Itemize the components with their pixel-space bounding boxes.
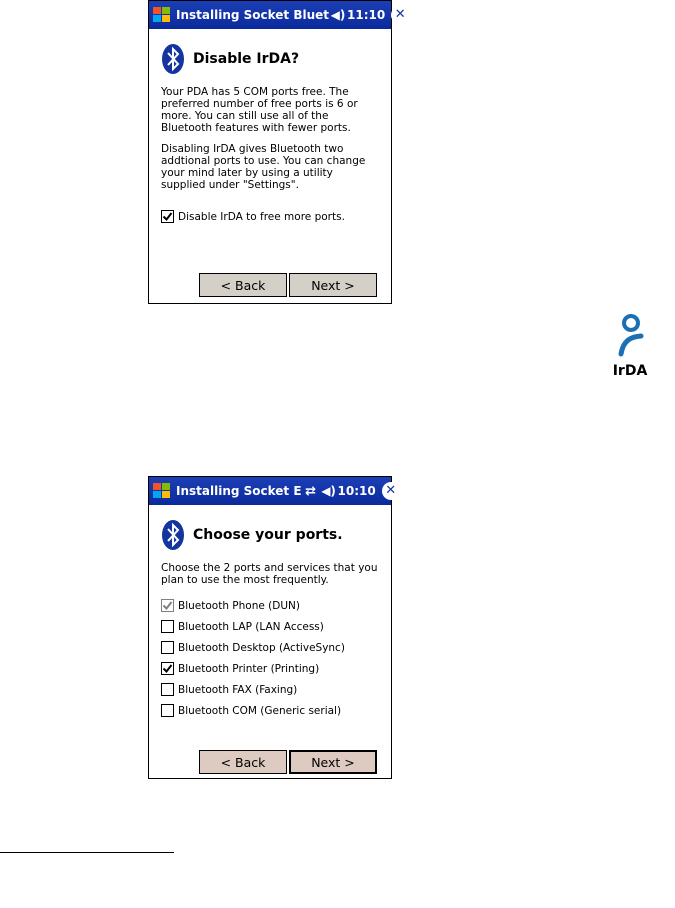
port-options-list xyxy=(161,595,379,721)
title-bar xyxy=(149,477,397,505)
checkmark-icon xyxy=(162,600,173,611)
port-option-lap[interactable] xyxy=(161,616,379,637)
windows-start-icon[interactable] xyxy=(151,481,173,501)
info-paragraph-2: Disabling IrDA gives Bluetooth two addtional ports to use. You can change your mind later by using a utility supplied under "Settings". xyxy=(161,143,366,191)
desktop-checkbox[interactable] xyxy=(161,641,174,654)
info-paragraph: Choose the 2 ports and services that you plan to use the most frequently. xyxy=(161,562,378,586)
footnote-divider xyxy=(0,852,174,853)
irda-logo-text: IrDA xyxy=(612,363,648,379)
lap-checkbox[interactable] xyxy=(161,620,174,633)
phone-checkbox[interactable] xyxy=(161,599,174,612)
printer-checkbox[interactable] xyxy=(161,662,174,675)
choose-ports-window xyxy=(148,476,397,779)
sync-icon[interactable]: ⇄ xyxy=(305,483,316,499)
title-bar xyxy=(149,1,406,29)
disable-irda-window xyxy=(148,0,406,304)
next-button[interactable]: Next > xyxy=(289,750,377,774)
port-option-printer[interactable] xyxy=(161,658,379,679)
back-button[interactable]: < Back xyxy=(199,273,287,297)
back-button[interactable]: < Back xyxy=(199,750,287,774)
irda-symbol-icon xyxy=(585,306,675,362)
page-title: Choose your ports. xyxy=(193,527,343,543)
close-icon[interactable]: ✕ xyxy=(382,482,400,500)
option-label: Bluetooth LAP (LAN Access) xyxy=(178,620,324,633)
option-label: Bluetooth COM (Generic serial) xyxy=(178,704,342,717)
windows-start-icon[interactable] xyxy=(151,5,173,25)
disable-irda-checkbox[interactable] xyxy=(161,210,174,223)
disable-irda-option[interactable] xyxy=(161,206,379,227)
fax-checkbox[interactable] xyxy=(161,683,174,696)
window-title: Installing Socket E xyxy=(176,484,302,498)
port-option-com[interactable] xyxy=(161,700,379,721)
checkmark-icon xyxy=(162,211,173,222)
option-label: Bluetooth FAX (Faxing) xyxy=(178,683,298,696)
option-label: Bluetooth Phone (DUN) xyxy=(178,599,300,612)
port-option-phone[interactable] xyxy=(161,595,379,616)
info-paragraph-1: Your PDA has 5 COM ports free. The preferred number of free ports is 6 or more. You can still use all of the Bluetooth features with fewer ports. xyxy=(161,86,358,134)
irda-logo xyxy=(585,306,675,404)
com-checkbox[interactable] xyxy=(161,704,174,717)
bluetooth-icon xyxy=(161,519,185,551)
option-label: Bluetooth Printer (Printing) xyxy=(178,662,320,675)
clock[interactable]: 11:10 xyxy=(347,8,386,22)
clock[interactable]: 10:10 xyxy=(337,484,376,498)
port-option-fax[interactable] xyxy=(161,679,379,700)
speaker-icon[interactable]: ◀︎) xyxy=(330,8,346,22)
page-title: Disable IrDA? xyxy=(193,51,300,67)
window-title: Installing Socket Bluet xyxy=(176,8,330,22)
port-option-desktop[interactable] xyxy=(161,637,379,658)
checkmark-icon xyxy=(162,663,173,674)
speaker-icon[interactable]: ◀︎) xyxy=(321,484,336,498)
next-button[interactable]: Next > xyxy=(289,273,377,297)
bluetooth-icon xyxy=(161,43,185,75)
disable-irda-label: Disable IrDA to free more ports. xyxy=(178,210,345,223)
option-label: Bluetooth Desktop (ActiveSync) xyxy=(178,641,345,654)
close-icon[interactable]: ✕ xyxy=(391,6,409,24)
